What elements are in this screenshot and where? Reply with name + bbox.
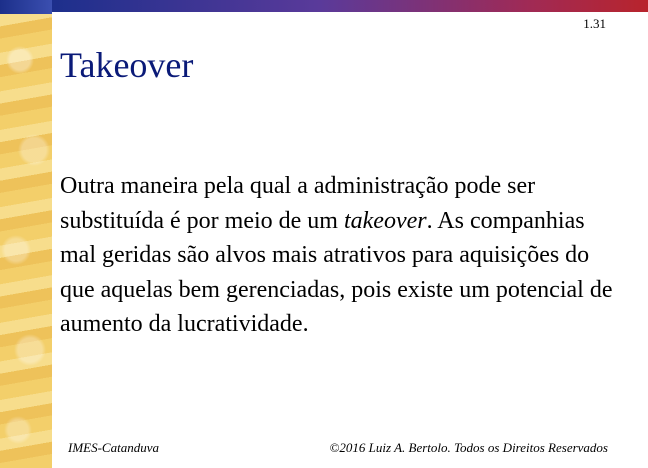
slide-title: Takeover — [60, 45, 194, 85]
body-text-part-1: Outra maneira pela qual a administração pode ser substituída é por meio de um — [60, 173, 536, 234]
slide-number: 1.31 — [583, 16, 606, 31]
top-gradient-bar — [52, 0, 648, 12]
body-text-emphasis: takeover — [343, 207, 427, 234]
slide-body — [60, 169, 625, 342]
footer-institution: IMES-Catanduva — [68, 440, 159, 455]
decorative-side-band — [0, 0, 52, 468]
footer-copyright: ©2016 Luiz A. Bertolo. Todos os Direitos Reservados — [329, 440, 608, 455]
decorative-band-corner — [0, 0, 52, 14]
body-text-part-2: . As companhias mal geridas são alvos mais atrativos para aquisições do que aquelas bem gerenciadas, pois existe um potencial de aumento da lucratividade. — [60, 207, 613, 337]
